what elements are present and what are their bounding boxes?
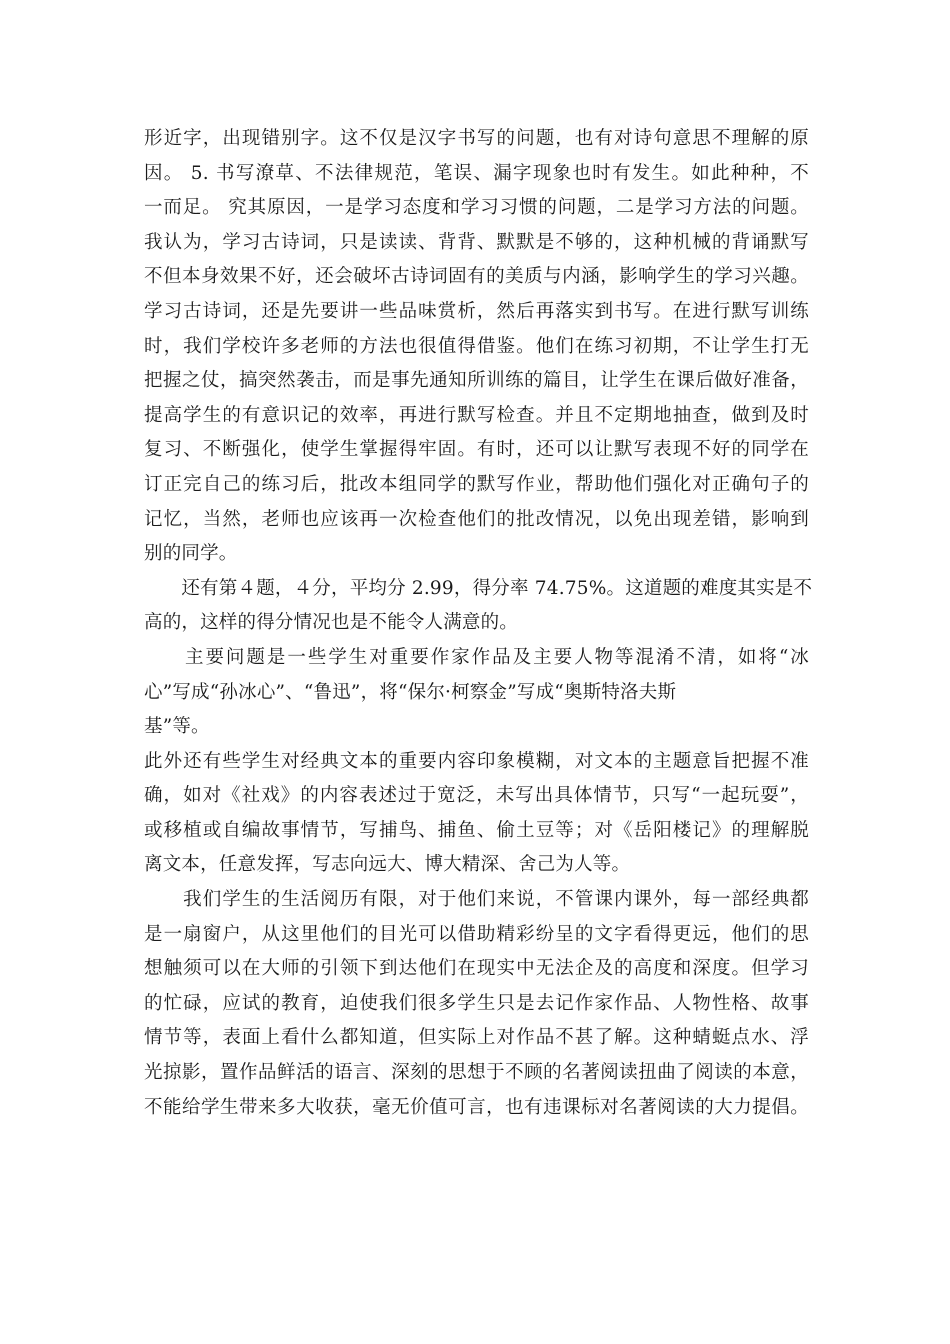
text-line: 基”等。 [144, 716, 210, 738]
text-line: 一而足。 究其原因，一是学习态度和学习习惯的问题，二是学习方法的问题。 [144, 197, 809, 219]
text-line: 别的同学。 [144, 543, 238, 565]
text-line: 学习古诗词，还是先要讲一些品味赏析，然后再落实到书写。在进行默写训练 [144, 300, 809, 322]
text-line: 确，如对《社戏》的内容表述过于宽泛，未写出具体情节，只写“一起玩耍”， [144, 785, 809, 807]
text-line: 此外还有些学生对经典文本的重要内容印象模糊，对文本的主题意旨把握不准 [144, 750, 809, 772]
text-line: 提高学生的有意识记的效率，再进行默写检查。并且不定期地抽查，做到及时 [144, 404, 809, 426]
text-line: 订正完自己的练习后，批改本组同学的默写作业，帮助他们强化对正确句子的 [144, 473, 809, 495]
text-line: 不但本身效果不好，还会破坏古诗词固有的美质与内涵，影响学生的学习兴趣。 [144, 266, 809, 288]
text-line: 我认为，学习古诗词，只是读读、背背、默默是不够的，这种机械的背诵默写 [144, 231, 809, 253]
text-line: 形近字，出现错别字。这不仅是汉字书写的问题，也有对诗句意思不理解的原 [144, 128, 809, 149]
text-line: 想触须可以在大师的引领下到达他们在现实中无法企及的高度和深度。但学习 [144, 958, 809, 980]
text-line: 是一扇窗户，从这里他们的目光可以借助精彩纷呈的文字看得更远，他们的思 [144, 923, 809, 945]
text-line: 时，我们学校许多老师的方法也很值得借鉴。他们在练习初期，不让学生打无 [144, 335, 809, 357]
text-line: 主要问题是一些学生对重要作家作品及主要人物等混淆不清，如将“冰 [144, 646, 809, 668]
text-line: 心”写成“孙冰心”、“鲁迅”，将“保尔·柯察金”写成“奥斯特洛夫斯 [144, 681, 677, 703]
text-line: 复习、不断强化，使学生掌握得牢固。有时，还可以让默写表现不好的同学在 [144, 439, 809, 461]
text-line: 不能给学生带来多大收获，毫无价值可言，也有违课标对名著阅读的大力提倡。 [144, 1096, 809, 1118]
text-line: 把握之仗，搞突然袭击，而是事先通知所训练的篇目，让学生在课后做好准备， [144, 370, 809, 392]
text-line: 因。 5. 书写潦草、不法律规范，笔误、漏字现象也时有发生。如此种种，不 [144, 162, 809, 184]
text-line: 光掠影，置作品鲜活的语言、深刻的思想于不顾的名著阅读扭曲了阅读的本意， [144, 1062, 809, 1084]
text-line: 的忙碌，应试的教育，迫使我们很多学生只是去记作家作品、人物性格、故事 [144, 992, 809, 1014]
text-line: 我们学生的生活阅历有限，对于他们来说，不管课内课外，每一部经典都 [144, 889, 809, 911]
text-line: 或移植或自编故事情节，写捕鸟、捕鱼、偷土豆等；对《岳阳楼记》的理解脱 [144, 819, 809, 841]
text-line: 情节等，表面上看什么都知道，但实际上对作品不甚了解。这种蜻蜓点水、浮 [144, 1027, 809, 1049]
text-line: 还有第４题，４分，平均分 2.99，得分率 74.75%。这道题的难度其实是不 [144, 577, 813, 599]
document-body [144, 122, 813, 1125]
text-line: 离文本，任意发挥，写志向远大、博大精深、舍己为人等。 [144, 854, 631, 876]
text-line: 高的，这样的得分情况也是不能令人满意的。 [144, 612, 519, 634]
text-line: 记忆，当然，老师也应该再一次检查他们的批改情况，以免出现差错，影响到 [144, 508, 809, 530]
